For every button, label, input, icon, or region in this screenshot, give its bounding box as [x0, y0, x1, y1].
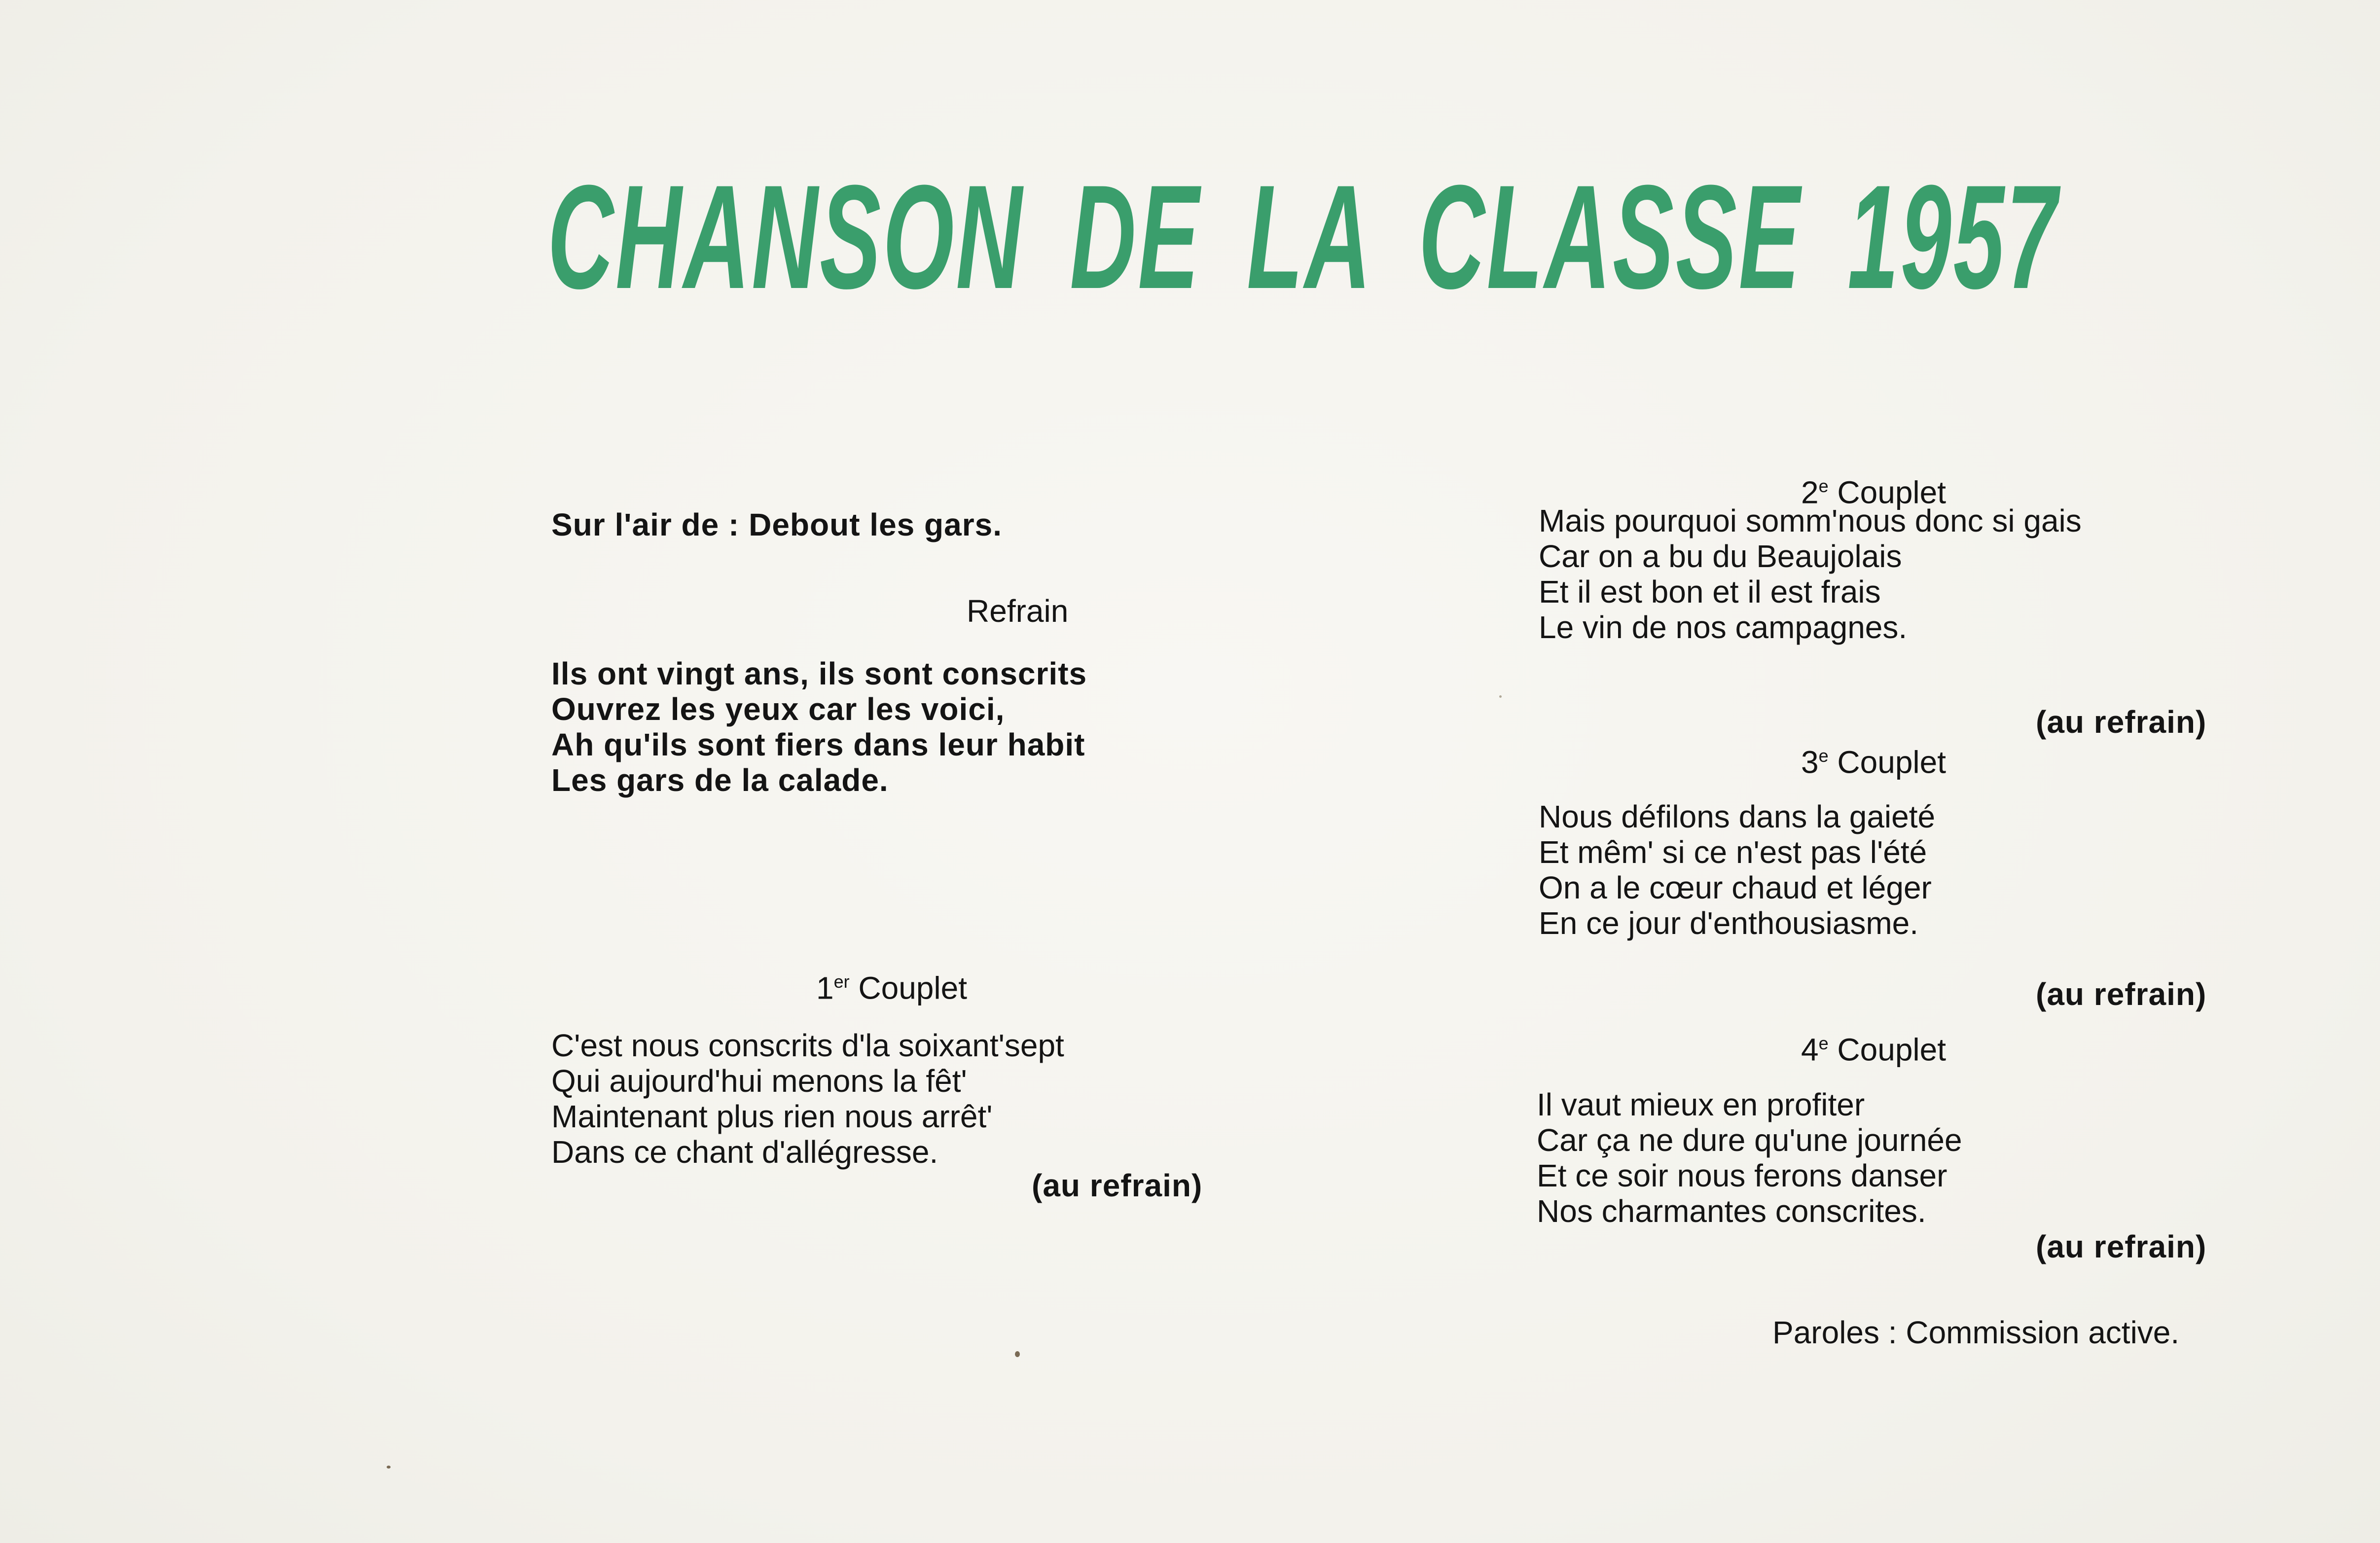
refrain-line: Ouvrez les yeux car les voici,	[551, 691, 1005, 727]
couplet-line: Et il est bon et il est frais	[1539, 574, 1881, 610]
ordinal-suffix: er	[833, 971, 850, 992]
refrain-line: Ah qu'ils sont fiers dans leur habit	[551, 727, 1085, 762]
couplet3-return: (au refrain)	[2036, 976, 2207, 1012]
couplet-word: Couplet	[858, 970, 967, 1006]
refrain-line: Ils ont vingt ans, ils sont conscrits	[551, 656, 1087, 691]
couplet-line: Nos charmantes conscrites.	[1537, 1193, 1926, 1229]
couplet-line: Mais pourquoi somm'nous donc si gais	[1539, 503, 2082, 538]
song-title	[547, 154, 2059, 320]
couplet-line: En ce jour d'enthousiasme.	[1539, 905, 1918, 941]
couplet-line: C'est nous conscrits d'la soixant'sept	[551, 1028, 1064, 1063]
refrain-heading: Refrain	[967, 593, 1069, 629]
paper-speck	[1499, 695, 1502, 698]
ordinal-suffix: e	[1818, 746, 1829, 766]
couplet-line: Le vin de nos campagnes.	[1539, 610, 1908, 645]
couplet3-lines	[1539, 799, 1935, 941]
title-year: 1957	[1847, 154, 2059, 320]
title-word: LA	[1247, 154, 1373, 320]
couplet-word: Couplet	[1837, 1032, 1946, 1068]
refrain-lines	[551, 656, 1087, 798]
couplet-line: On a le cœur chaud et léger	[1539, 870, 1932, 905]
couplet-word: Couplet	[1837, 474, 1946, 510]
couplet-line: Il vaut mieux en profiter	[1537, 1087, 1865, 1122]
tune-line: Sur l'air de : Debout les gars.	[551, 507, 1002, 542]
couplet-line: Dans ce chant d'allégresse.	[551, 1134, 938, 1170]
title-word: CHANSON	[547, 154, 1024, 320]
paper-speck	[387, 1466, 391, 1469]
couplet-line: Car ça ne dure qu'une journée	[1537, 1122, 1962, 1158]
couplet4-lines	[1537, 1087, 1962, 1229]
couplet4-heading	[1801, 1026, 1946, 1067]
couplet-line: Nous défilons dans la gaieté	[1539, 799, 1936, 834]
couplet2-return: (au refrain)	[2036, 704, 2207, 740]
couplet-word: Couplet	[1837, 744, 1946, 780]
paper-speck	[1015, 1351, 1020, 1357]
couplet-line: Et mêm' si ce n'est pas l'été	[1539, 834, 1927, 870]
couplet-number: 2	[1801, 474, 1819, 510]
couplet2-lines	[1539, 503, 2082, 645]
couplet1-return: (au refrain)	[1032, 1168, 1203, 1203]
couplet4-return: (au refrain)	[2036, 1229, 2207, 1264]
refrain-line: Les gars de la calade.	[551, 762, 889, 798]
couplet-line: Car on a bu du Beaujolais	[1539, 538, 1902, 574]
couplet1-lines	[551, 1028, 1064, 1170]
couplet-line: Maintenant plus rien nous arrêt'	[551, 1099, 993, 1134]
couplet-number: 1	[816, 970, 834, 1006]
couplet-number: 3	[1801, 744, 1819, 780]
ordinal-suffix: e	[1818, 1033, 1829, 1053]
couplet1-heading	[816, 964, 967, 1005]
title-word: CLASSE	[1418, 154, 1802, 320]
ordinal-suffix: e	[1818, 476, 1829, 496]
credits-line: Paroles : Commission active.	[1772, 1315, 2180, 1350]
couplet-line: Et ce soir nous ferons danser	[1537, 1158, 1947, 1193]
couplet-line: Qui aujourd'hui menons la fêt'	[551, 1063, 967, 1099]
title-word: DE	[1070, 154, 1201, 320]
couplet-number: 4	[1801, 1032, 1819, 1068]
couplet3-heading	[1801, 738, 1946, 780]
